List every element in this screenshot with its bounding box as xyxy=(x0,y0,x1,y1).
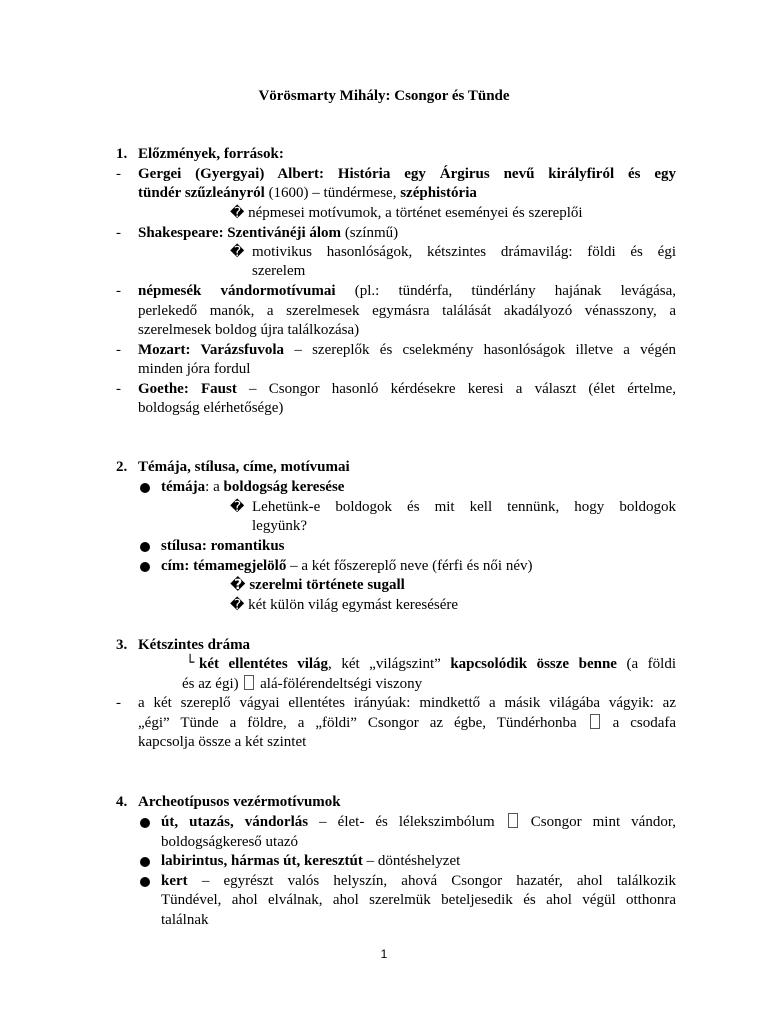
goethe-line-1: Goethe: Faust – Csongor hasonló kérdésekre keresi a választ (élet értelme, xyxy=(138,381,676,397)
kettos-line-2: és az égi) alá-fölérendeltségi viszony xyxy=(182,676,423,692)
section-3-number: 3. xyxy=(116,637,128,653)
tema-line: témája: a boldogság keresése xyxy=(161,479,345,495)
nepmese-line-1: népmesék vándormotívumai (pl.: tündérfa, tündérlány hajának levágása, xyxy=(138,283,676,299)
section-4-number: 4. xyxy=(116,794,128,810)
corner-arrow-icon: └ xyxy=(186,655,195,671)
cim-sub-item-2: � két külön világ egymást keresésére xyxy=(230,596,458,616)
mozart-line-1: Mozart: Varázsfuvola – szereplők és cselekmény hasonlóságok illetve a végén xyxy=(138,342,676,358)
bullet-icon xyxy=(140,483,150,493)
mozart-line-2: minden jóra fordul xyxy=(138,361,251,377)
vagyak-line-2: „égi” Tünde a földre, a „földi” Csongor az égbe, Tündérhonba a csodafa xyxy=(138,715,677,731)
tema-sub-line-2: legyünk? xyxy=(252,518,307,534)
kettos-line-1: két ellentétes világ, két „világszint” kapcsolódik össze benne (a földi xyxy=(199,656,676,672)
diamond-question-icon: � xyxy=(230,597,245,613)
nepmese-line-3: szerelmesek boldog újra találkozása) xyxy=(138,322,360,338)
labirintus-line: labirintus, hármas út, keresztút – döntéshelyzet xyxy=(161,853,461,869)
section-1-number: 1. xyxy=(116,146,128,162)
dash-marker: - xyxy=(116,381,121,397)
shakespeare-sub-line-1: motivikus hasonlóságok, kétszintes drámavilág: földi és égi xyxy=(252,244,676,260)
arrow-icon xyxy=(590,714,600,729)
arrow-icon xyxy=(508,813,518,828)
document-title: Vörösmarty Mihály: Csongor és Tünde xyxy=(258,88,510,104)
cim-sub-item-1: � szerelmi története sugall xyxy=(230,576,405,596)
gergei-line-1: Gergei (Gyergyai) Albert: História egy Árgirus nevű királyfiról és egy xyxy=(138,166,676,182)
diamond-question-icon: � xyxy=(230,244,245,260)
vagyak-line-1: a két szereplő vágyai ellentétes irányúak: mindkettő a másik világába vágyik: az xyxy=(138,695,676,711)
page-number: 1 xyxy=(380,947,388,961)
arrow-icon xyxy=(244,675,254,690)
bullet-icon xyxy=(140,857,150,867)
dash-marker: - xyxy=(116,225,121,241)
ut-line-2: boldogságkereső utazó xyxy=(161,834,299,850)
tema-sub-line-1: Lehetünk-e boldogok és mit kell tennünk, hogy boldogok xyxy=(252,499,676,515)
dash-marker: - xyxy=(116,283,121,299)
section-4-heading: Archeotípusos vezérmotívumok xyxy=(138,794,341,810)
goethe-line-2: boldogság elérhetősége) xyxy=(138,400,284,416)
bullet-icon xyxy=(140,818,150,828)
nepmese-line-2: perlekedő manók, a szerelmesek egymásra találását akadályozó vénasszony, a xyxy=(138,303,676,319)
diamond-question-icon: � xyxy=(230,205,245,221)
vagyak-line-3: kapcsolja össze a két szintet xyxy=(138,734,307,750)
shakespeare-sub-line-2: szerelem xyxy=(252,263,306,279)
ut-line-1: út, utazás, vándorlás – élet- és lélekszimbólum Csongor mint vándor, xyxy=(161,814,676,830)
bullet-icon xyxy=(140,877,150,887)
gergei-line-2: tündér szűzleányról (1600) – tündérmese, széphistória xyxy=(138,185,477,201)
stilus-line: stílusa: romantikus xyxy=(161,538,285,554)
kert-line-3: találnak xyxy=(161,912,209,928)
dash-marker: - xyxy=(116,695,121,711)
cim-line: cím: témamegjelölő – a két főszereplő neve (férfi és női név) xyxy=(161,558,533,574)
section-1-heading: Előzmények, források: xyxy=(138,146,284,162)
dash-marker: - xyxy=(116,342,121,358)
section-2-number: 2. xyxy=(116,459,128,475)
bullet-icon xyxy=(140,562,150,572)
kert-line-1: kert – egyrészt valós helyszín, ahová Csongor hazatér, ahol találkozik xyxy=(161,873,676,889)
kert-line-2: Tündével, ahol elválnak, ahol szerelmük beteljesedik és ahol végül otthonra xyxy=(161,892,676,908)
section-2-heading: Témája, stílusa, címe, motívumai xyxy=(138,459,350,475)
diamond-question-icon: � xyxy=(230,499,245,515)
gergei-sub-item: � népmesei motívumok, a történet eseményei és szereplői xyxy=(230,204,583,224)
dash-marker: - xyxy=(116,166,121,182)
diamond-question-icon: � xyxy=(230,577,246,593)
section-3-heading: Kétszintes dráma xyxy=(138,637,251,653)
shakespeare-line: Shakespeare: Szentivánéji álom (színmű) xyxy=(138,225,399,241)
bullet-icon xyxy=(140,542,150,552)
